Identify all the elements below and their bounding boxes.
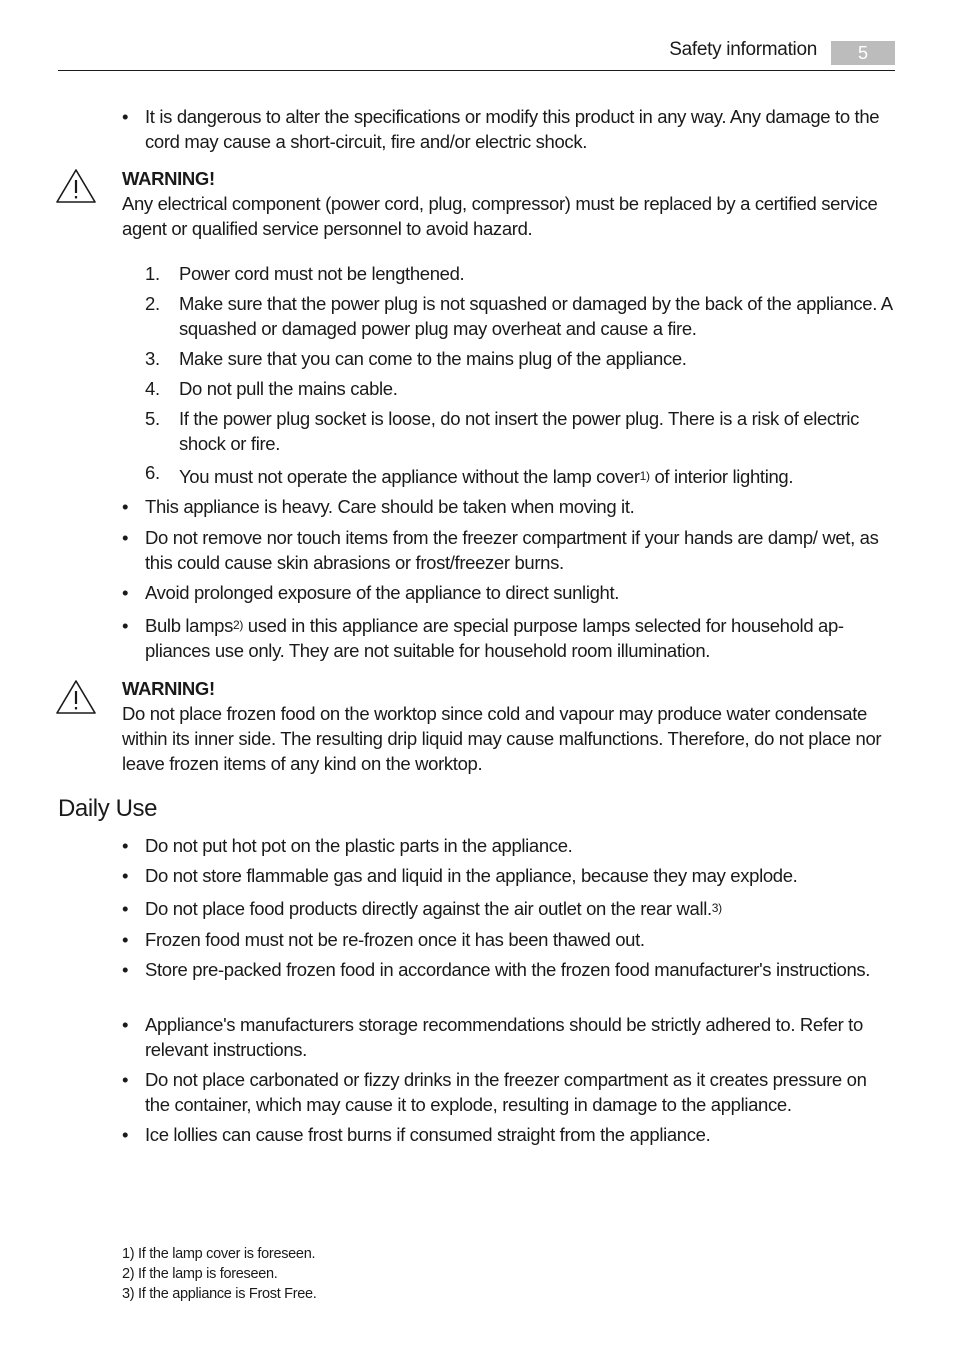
footnote-ref: 1) [639,469,650,483]
bullet-mark: • [122,959,129,980]
warning-triangle-icon [55,679,97,715]
list-item [122,613,895,663]
list-item-text: Appliance's manufacturers storage recommendations should be strictly adhered to. Refer to relevant instructions. [145,1014,863,1060]
warning-block [122,676,895,776]
footnote: 1) If the lamp cover is foreseen. [122,1246,316,1262]
section-heading: Daily Use [58,795,158,822]
list-item [122,896,895,921]
warning-text: Any electrical component (power cord, plug, compressor) must be replaced by a certified service agent or qualified service personnel to avoid hazard. [122,193,878,239]
list-item-text [145,613,895,663]
warning-triangle-icon [55,168,97,204]
footnote-ref: 2) [233,618,243,632]
list-item [122,1122,895,1147]
bullet-mark: • [122,865,129,886]
bullet-mark: • [122,1069,129,1090]
footnote: 2) If the lamp is foreseen. [122,1266,278,1282]
list-item-text: Do not place carbonated or fizzy drinks in the freezer compartment as it creates pressure on the container, which may cause it to explode, resulting in damage to the appliance. [145,1069,867,1115]
list-item-text: It is dangerous to alter the specifications or modify this product in any way. Any damage to the cord may cause a short-circuit, fire and/or electric shock. [145,106,880,152]
list-item-text-part: used in this appliance are special purpose lamps selected for household appliances use only. They are not suitable for household room illumination. [145,615,845,661]
bullet-mark: • [122,496,129,517]
list-item [122,863,895,888]
list-item-text: Do not put hot pot on the plastic parts in the appliance. [145,835,573,856]
item-text-part: You must not operate the appliance without the lamp cover [179,466,640,487]
warning-title: WARNING! [122,678,215,699]
item-text: If the power plug socket is loose, do not insert the power plug. There is a risk of electric shock or fire. [179,408,860,454]
page-number: 5 [831,41,895,65]
bullet-mark: • [122,527,129,548]
list-item-text: Store pre-packed frozen food in accordance with the frozen food manufacturer's instructions. [145,959,871,980]
list-item-text: Ice lollies can cause frost burns if consumed straight from the appliance. [145,1124,711,1145]
bullet-mark: • [122,929,129,950]
item-number: 2. [145,293,160,314]
numbered-item [145,406,895,456]
list-item-text: This appliance is heavy. Care should be taken when moving it. [145,496,635,517]
bullet-mark: • [122,1124,129,1145]
list-item-text-part: Bulb lamps [145,615,234,636]
list-item-text: Avoid prolonged exposure of the appliance to direct sunlight. [145,582,620,603]
item-number: 5. [145,408,160,429]
list-item-text-part: Do not place food products directly against the air outlet on the rear wall. [145,898,712,919]
list-item [122,494,895,519]
list-item-text: Do not store flammable gas and liquid in the appliance, because they may explode. [145,865,798,886]
numbered-item [145,376,895,401]
list-item-text [145,896,895,921]
item-text-part: of interior lighting. [649,466,794,487]
list-item [122,957,895,982]
list-item [122,1012,895,1062]
bullet-mark: • [122,615,129,636]
warning-text: Do not place frozen food on the worktop since cold and vapour may produce water condensate within its inner side. The resulting drip liquid may cause malfunctions. Therefore, do not place nor leave frozen items of any kind on the worktop. [122,703,882,774]
warning-title: WARNING! [122,168,215,189]
list-item [122,580,895,605]
item-text: Make sure that you can come to the mains plug of the appliance. [179,348,687,369]
header-title: Safety information [669,39,817,60]
footnote: 3) If the appliance is Frost Free. [122,1286,317,1302]
item-number: 4. [145,378,160,399]
numbered-item [145,291,895,341]
warning-block [122,166,895,241]
bullet-mark: • [122,1014,129,1035]
bullet-mark: • [122,835,129,856]
bullet-mark: • [122,898,129,919]
item-number: 6. [145,462,160,483]
header-divider [58,70,895,71]
bullet-mark: • [122,582,129,603]
footnote-ref: 3) [711,901,722,915]
item-text: Power cord must not be lengthened. [179,263,465,284]
numbered-item [145,346,895,371]
item-text: Do not pull the mains cable. [179,378,398,399]
list-item-text: Frozen food must not be re-frozen once it has been thawed out. [145,929,645,950]
item-number: 1. [145,263,160,284]
numbered-item [145,261,895,286]
item-text: Make sure that the power plug is not squashed or damaged by the back of the appliance. A squashed or damaged power plug may overheat and cause a fire. [179,293,892,339]
list-item [122,104,895,154]
bullet-mark: • [122,106,129,127]
list-item [122,927,895,952]
list-item-text: Do not remove nor touch items from the freezer compartment if your hands are damp/ wet, as this could cause skin abrasions or frost/freezer burns. [145,527,879,573]
item-text [179,464,895,489]
numbered-item [145,464,895,489]
list-item [122,833,895,858]
list-item [122,1067,895,1117]
list-item [122,525,895,575]
item-number: 3. [145,348,160,369]
